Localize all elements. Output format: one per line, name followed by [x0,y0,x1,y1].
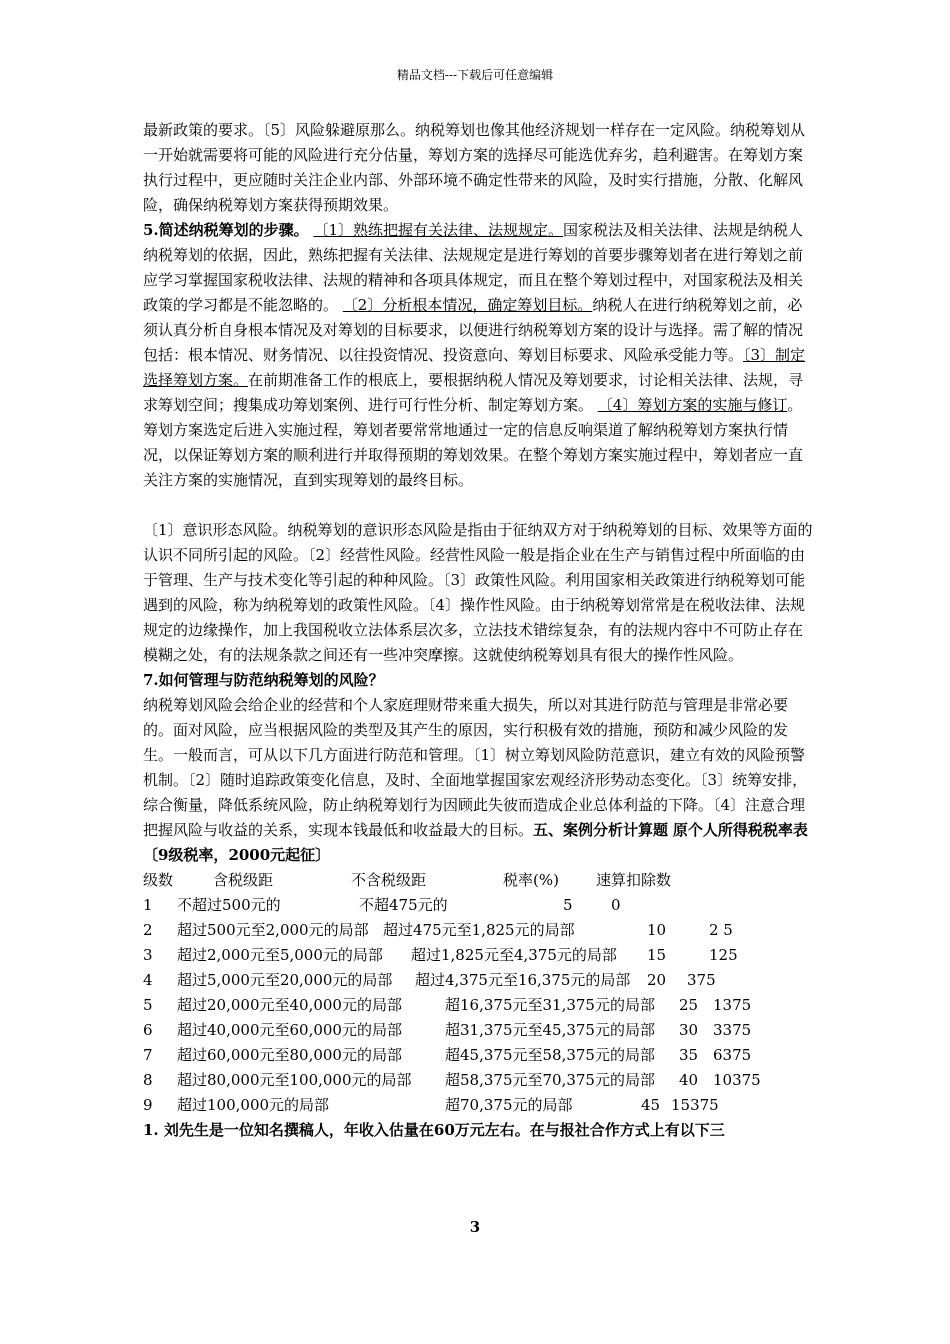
question-5-title: 5.简述纳税筹划的步骤。 [143,221,309,239]
cell-nontaxable: 超16,375元至31,375元的局部 [445,996,655,1014]
table-row [143,1068,813,1093]
step-3-heading: 〔3〕制定选择筹划方案。 [143,346,806,389]
question-7-text: 纳税筹划风险会给企业的经营和个人家庭理财带来重大损失，所以对其进行防范与管理是非常必要的。面对风险，应当根据风险的类型及其产生的原因，实行积极有效的措施，预防和减少风险的发生。一般而言，可从以下几方面进行防范和管理。〔1〕树立筹划风险防范意识，建立有效的风险预警机制。〔2〕随时追踪政策变化信息，及时、全面地掌握国家宏观经济形势动态变化。〔3〕统筹安排，综合衡量，降低系统风险，防止纳税筹划行为因顾此失彼而造成企业总体利益的下降。〔4〕注意合理把握风险与收益的关系，实现本钱最低和收益最大的目标。 [143,696,808,839]
cell-level: 2 [143,921,153,939]
page-number: 3 [469,1218,481,1236]
question-7 [143,693,813,868]
header-deduction: 速算扣除数 [596,871,672,889]
cell-rate: 30 [679,1021,699,1039]
step-3-text: 在前期准备工作的根底上，要根据纳税人情况及筹划要求，讨论相关法律、法规，寻求筹划空间；搜集成功筹划案例、进行可行性分析、制定筹划方案。 [143,371,804,414]
section-5-heading: 五、案例分析计算题 [533,821,669,839]
cell-deduction: 375 [687,971,716,989]
cell-rate: 20 [647,971,667,989]
step-4-heading: 〔4〕筹划方案的实施与修订 [597,396,788,414]
cell-rate: 10 [647,921,667,939]
cell-nontaxable: 超过1,825元至4,375元的局部 [411,946,617,964]
table-row [143,943,813,968]
blank-line [143,493,813,518]
cell-rate: 35 [679,1046,699,1064]
cell-taxable: 超过5,000元至20,000元的局部 [177,971,393,989]
cell-deduction: 125 [709,946,738,964]
table-row [143,918,813,943]
cell-rate: 40 [679,1071,699,1089]
cell-taxable: 超过80,000元至100,000元的局部 [177,1071,412,1089]
cell-taxable: 超过40,000元至60,000元的局部 [177,1021,402,1039]
document-body [143,118,813,1143]
cell-nontaxable: 不超475元的 [359,896,448,914]
cell-deduction: 3375 [713,1021,752,1039]
step-1-text: 国家税法及相关法律、法规是纳税人纳税筹划的依据，因此，熟练把握有关法律、法规规定是进行筹划的首要步骤筹划者在进行筹划之前应学习掌握国家税收法律、法规的精神和各项具体规定，而且在整个筹划过程中，对国家税法及相关政策的学习都是不能忽略的。 [143,221,804,314]
cell-deduction: 10375 [713,1071,761,1089]
cell-taxable: 超过20,000元至40,000元的局部 [177,996,402,1014]
header-rate: 税率(%) [503,871,559,889]
cell-level: 3 [143,946,153,964]
question-7-heading: 7.如何管理与防范纳税筹划的风险？ [143,671,384,689]
table-row [143,893,813,918]
tax-rate-table [143,868,813,1118]
cell-level: 5 [143,996,153,1014]
cell-deduction: 15375 [671,1096,719,1114]
paragraph-risk-types: 〔1〕意识形态风险。纳税筹划的意识形态风险是指由于征纳双方对于纳税筹划的目标、效果等方面的认识不同所引起的风险。〔2〕经营性风险。经营性风险一般是指企业在生产与销售过程中所面临的由于管理、生产与技术变化等引起的种种风险。〔3〕政策性风险。利用国家相关政策进行纳税筹划可能遇到的风险，称为纳税筹划的政策性风险。〔4〕操作性风险。由于纳税筹划常常是在税收法律、法规规定的边缘操作，加上我国税收立法体系层次多，立法技术错综复杂，有的法规内容中不可防止存在模糊之处，有的法规条款之间还有一些冲突摩擦。这就使纳税筹划具有很大的操作性风险。 [143,521,813,664]
question-5 [143,218,813,493]
cell-rate: 15 [647,946,667,964]
table-row [143,1018,813,1043]
question-7-title [143,668,813,693]
cell-nontaxable: 超31,375元至45,375元的局部 [445,1021,655,1039]
cell-nontaxable: 超70,375元的局部 [445,1096,573,1114]
table-row [143,993,813,1018]
step-2-text: 纳税人在进行纳税筹划之前，必须认真分析自身根本情况及对筹划的目标要求，以便进行纳税筹划方案的设计与选择。需了解的情况包括：根本情况、财务情况、以往投资情况、投资意向、筹划目标要求、风险承受能力等。 [143,296,804,364]
table-row [143,1043,813,1068]
cell-deduction: 0 [611,896,621,914]
tax-table-title: 原个人所得税税率表〔9级税率，2000元起征〕 [143,821,808,864]
cell-level: 8 [143,1071,153,1089]
cell-taxable: 不超过500元的 [177,896,281,914]
cell-nontaxable: 超过4,375元至16,375元的局部 [415,971,631,989]
cell-level: 6 [143,1021,153,1039]
cell-taxable: 超过100,000元的局部 [177,1096,330,1114]
header-nontaxable-range: 不含税级距 [351,871,427,889]
cell-level: 9 [143,1096,153,1114]
header-level: 级数 [143,871,174,889]
step-1-heading: 〔1〕熟练把握有关法律、法规规定。 [313,221,563,239]
cell-taxable: 超过2,000元至5,000元的局部 [177,946,383,964]
cell-rate: 25 [679,996,699,1014]
step-2-heading: 〔2〕分析根本情况，确定筹划目标。 [342,296,593,314]
cell-deduction: 1375 [713,996,752,1014]
cell-level: 7 [143,1046,153,1064]
cell-deduction: 2 5 [709,921,733,939]
table-header-row [143,868,813,893]
header-taxable-range: 含税级距 [213,871,274,889]
cell-rate: 5 [563,896,573,914]
cell-taxable: 超过60,000元至80,000元的局部 [177,1046,402,1064]
cell-nontaxable: 超58,375元至70,375元的局部 [445,1071,655,1089]
step-4-text: 。筹划方案选定后进入实施过程，筹划者要常常地通过一定的信息反响渠道了解纳税筹划方案执行情况，以保证筹划方案的顺利进行并取得预期的筹划效果。在整个筹划方案实施过程中，筹划者应一直关注方案的实施情况，直到实现筹划的最终目标。 [143,396,804,489]
paragraph-risk-avoidance: 最新政策的要求。〔5〕风险躲避原那么。纳税筹划也像其他经济规划一样存在一定风险。纳税筹划从一开始就需要将可能的风险进行充分估量，筹划方案的选择尽可能选优弃劣，趋利避害。在筹划方案执行过程中，更应随时关注企业内部、外部环境不确定性带来的风险，及时实行措施，分散、化解风险，确保纳税筹划方案获得预期效果。 [143,121,806,214]
cell-taxable: 超过500元至2,000元的局部 [177,921,369,939]
cell-level: 4 [143,971,153,989]
page-header: 精品文档---下载后可任意编辑 [396,68,554,82]
cell-nontaxable: 超45,375元至58,375元的局部 [445,1046,655,1064]
table-row [143,968,813,993]
cell-level: 1 [143,896,153,914]
cell-nontaxable: 超过475元至1,825元的局部 [383,921,575,939]
case-1 [143,1118,813,1143]
cell-deduction: 6375 [713,1046,752,1064]
table-row [143,1093,813,1118]
cell-rate: 45 [641,1096,661,1114]
case-1-text: 1. 刘先生是一位知名撰稿人，年收入估量在60万元左右。在与报社合作方式上有以下三 [143,1121,725,1139]
